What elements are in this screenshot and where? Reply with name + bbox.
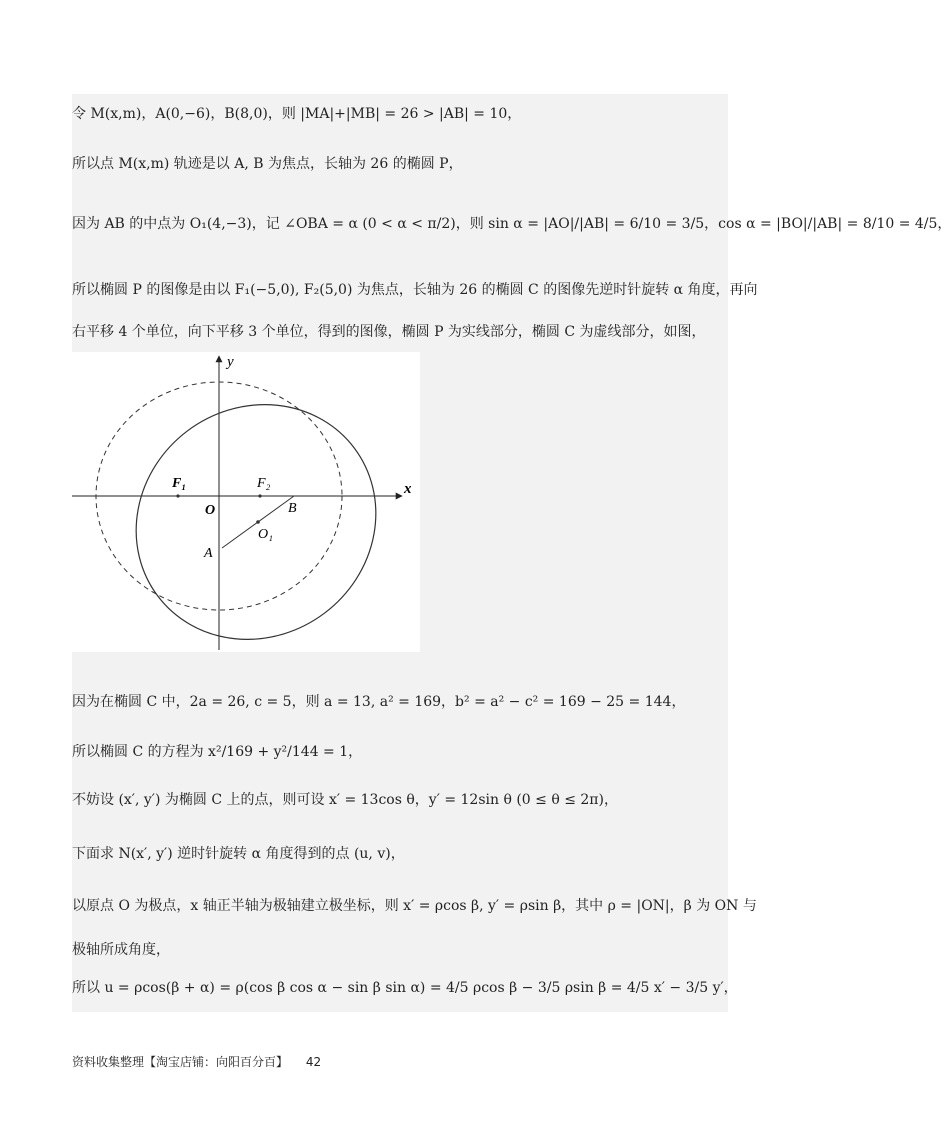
label-o: O	[205, 503, 216, 518]
label-a: A	[204, 546, 213, 561]
point-f2	[258, 494, 261, 497]
text-line-3: 因为 AB 的中点为 O₁(4,−3)，记 ∠OBA = α (0 < α < π/2)，则 sin α = |AO|/|AB| = 6/10 = 3/5，cos α = |BO|/|AB| = 8/10 = 4/5，	[72, 216, 951, 232]
text-line-12: 所以 u = ρcos(β + α) = ρ(cos β cos α − sin β sin α) = 4/5 ρcos β − 3/5 ρsin β = 4/5 x′ − 3/5 y′，	[72, 980, 738, 996]
label-f1: F₁	[172, 476, 187, 491]
text-line-1: 令 M(x,m)，A(0,−6)，B(8,0)，则 |MA|+|MB| = 26 > |AB| = 10，	[72, 106, 522, 122]
point-f1	[176, 494, 179, 497]
label-f2: F₂	[257, 476, 271, 491]
text-line-6: 因为在椭圆 C 中，2a = 26, c = 5，则 a = 13, a² = 169，b² = a² − c² = 169 − 25 = 144，	[72, 694, 686, 710]
ellipse-diagram	[72, 352, 420, 652]
text-line-8: 不妨设 (x′, y′) 为椭圆 C 上的点，则可设 x′ = 13cos θ，y′ = 12sin θ (0 ≤ θ ≤ 2π)，	[72, 792, 618, 808]
ellipse-figure	[72, 352, 420, 652]
label-x-axis: x	[404, 481, 412, 497]
text-line-2: 所以点 M(x,m) 轨迹是以 A, B 为焦点，长轴为 26 的椭圆 P，	[72, 156, 463, 172]
point-o1	[256, 520, 260, 524]
label-o1: O₁	[258, 527, 273, 542]
label-y-axis: y	[227, 354, 234, 370]
text-line-9: 下面求 N(x′, y′) 逆时针旋转 α 角度得到的点 (u, v)，	[72, 846, 405, 862]
document-body	[72, 94, 951, 1012]
label-b: B	[288, 501, 297, 516]
text-line-4: 所以椭圆 P 的图像是由以 F₁(−5,0), F₂(5,0) 为焦点，长轴为 26 的椭圆 C 的图像先逆时针旋转 α 角度，再向	[72, 282, 758, 298]
page-footer	[72, 1053, 321, 1070]
text-line-7: 所以椭圆 C 的方程为 x²/169 + y²/144 = 1，	[72, 744, 363, 760]
page-number: 42	[305, 1055, 322, 1069]
text-line-10: 以原点 O 为极点，x 轴正半轴为极轴建立极坐标，则 x′ = ρcos β, y′ = ρsin β，其中 ρ = |ON|，β 为 ON 与	[72, 898, 757, 914]
text-line-5: 右平移 4 个单位，向下平移 3 个单位，得到的图像，椭圆 P 为实线部分，椭圆 C 为虚线部分，如图，	[72, 324, 706, 340]
footer-text: 资料收集整理【淘宝店铺：向阳百分百】	[72, 1055, 289, 1069]
text-line-11: 极轴所成角度，	[72, 942, 170, 958]
ellipse-p-solid	[89, 357, 423, 687]
